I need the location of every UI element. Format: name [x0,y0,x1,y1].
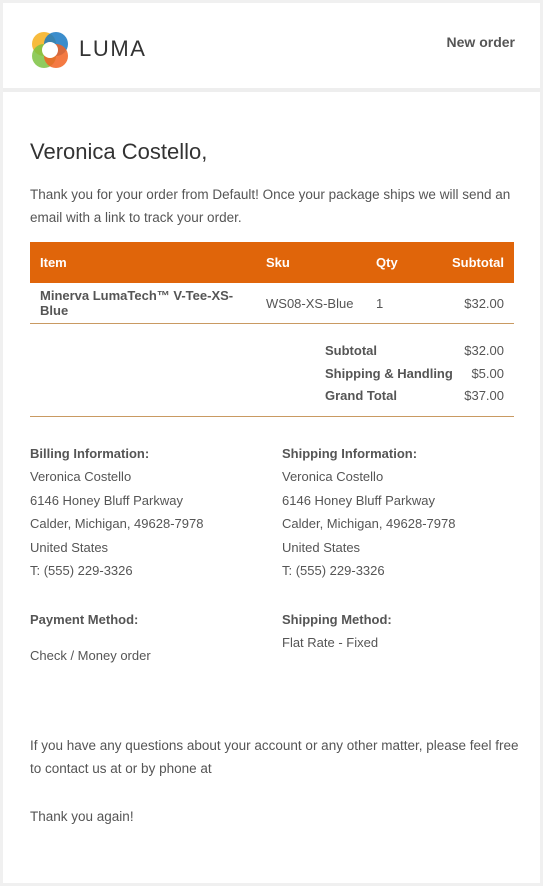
col-header-item: Item [30,242,266,283]
email-type-title: New order [446,34,515,50]
billing-street: 6146 Honey Bluff Parkway [30,492,183,508]
shipping-information [282,445,522,583]
shipping-phone: T: (555) 229-3326 [282,563,385,578]
totals-label: Shipping & Handling [325,366,453,381]
email-header [3,3,540,92]
billing-title: Billing Information: [30,446,150,461]
payment-method [30,612,270,672]
billing-name: Veronica Costello [30,469,132,484]
table-row [30,283,514,324]
order-items-table [30,242,514,324]
item-qty: 1 [366,283,436,324]
payment-method-title: Payment Method: [30,612,139,627]
payment-method-value: Check / Money order [30,648,151,663]
col-header-subtotal: Subtotal [436,242,514,283]
totals-value: $32.00 [464,343,504,358]
intro-text: Thank you for your order from Default! Once your package ships we will send an email with a link to track your order. [30,187,511,225]
order-totals [30,326,514,417]
shipping-method-value: Flat Rate - Fixed [282,635,379,650]
totals-row-grand-total [325,388,504,408]
totals-label: Subtotal [325,343,377,358]
item-name: Minerva LumaTech™ V-Tee-XS-Blue [30,283,266,324]
logo-wordmark[interactable]: LUMA [79,36,147,61]
contact-text: If you have any questions about your account or any other matter, please feel free to contact us at or by phone at [30,738,519,776]
totals-row-shipping [325,366,504,386]
item-sku: WS08-XS-Blue [266,283,366,324]
order-email [3,3,540,883]
totals-value: $37.00 [464,388,504,403]
col-header-qty: Qty [366,242,436,283]
thank-you-text: Thank you again! [30,809,134,824]
billing-country: United States [30,539,109,555]
shipping-title: Shipping Information: [282,446,418,461]
shipping-country: United States [282,539,361,555]
billing-phone: T: (555) 229-3326 [30,563,133,578]
totals-value: $5.00 [471,366,504,381]
shipping-method-title: Shipping Method: [282,612,392,627]
table-header-row [30,242,514,283]
item-subtotal: $32.00 [436,283,514,324]
greeting: Veronica Costello, [30,139,208,164]
totals-row-subtotal [325,343,504,363]
totals-label: Grand Total [325,388,397,403]
col-header-sku: Sku [266,242,366,283]
shipping-method [282,612,522,672]
shipping-name: Veronica Costello [282,469,384,484]
billing-information [30,445,270,583]
billing-city: Calder, Michigan, 49628-7978 [30,516,204,531]
luma-logo-icon[interactable] [30,30,70,70]
shipping-street: 6146 Honey Bluff Parkway [282,492,435,508]
shipping-city: Calder, Michigan, 49628-7978 [282,516,456,531]
